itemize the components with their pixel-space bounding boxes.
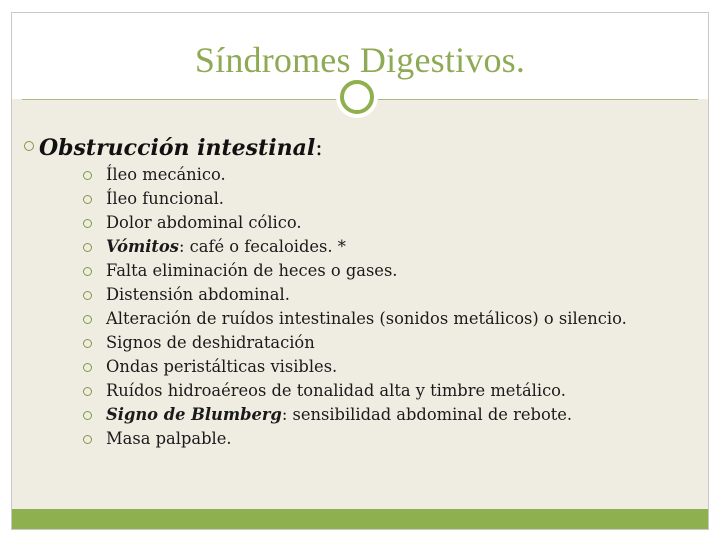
list-item <box>82 286 692 304</box>
list-item-text: Alteración de ruídos intestinales (sonidos metálicos) o silencio. <box>106 309 627 328</box>
list-item <box>82 166 692 184</box>
circle-bullet-icon <box>83 411 92 420</box>
list-item <box>82 334 692 352</box>
list-item-text: Íleo mecánico. <box>106 165 226 184</box>
circle-bullet-icon <box>83 219 92 228</box>
ring-ornament-icon <box>340 80 374 114</box>
list-item-text: Falta eliminación de heces o gases. <box>106 261 398 280</box>
list-item <box>82 214 692 232</box>
circle-bullet-icon <box>83 387 92 396</box>
list-item-text: Masa palpable. <box>106 429 232 448</box>
circle-bullet-icon <box>83 195 92 204</box>
list-item-emphasis: Vómitos <box>106 237 179 256</box>
list-item-emphasis: Signo de Blumberg <box>106 405 282 424</box>
list-item-text: Íleo funcional. <box>106 189 224 208</box>
bottom-bar <box>12 509 708 529</box>
list-item <box>82 310 692 328</box>
section-heading-suffix: : <box>315 136 323 161</box>
list-item-text: Dolor abdominal cólico. <box>106 213 302 232</box>
circle-bullet-icon <box>83 315 92 324</box>
section-heading <box>24 135 323 161</box>
section-heading-label: Obstrucción intestinal <box>39 135 316 161</box>
list-item <box>82 430 692 448</box>
list-item <box>82 262 692 280</box>
list-item-text: Signos de deshidratación <box>106 333 315 352</box>
list-item <box>82 358 692 376</box>
circle-bullet-icon <box>83 339 92 348</box>
list-item <box>82 406 692 424</box>
list-item <box>82 238 692 256</box>
circle-bullet-icon <box>83 171 92 180</box>
symptom-list <box>82 166 692 454</box>
circle-bullet-icon <box>83 267 92 276</box>
circle-bullet-icon <box>83 291 92 300</box>
list-item <box>82 382 692 400</box>
list-item-text: Distensión abdominal. <box>106 285 290 304</box>
circle-bullet-icon <box>83 435 92 444</box>
slide <box>11 12 709 530</box>
list-item-text: Ruídos hidroaéreos de tonalidad alta y timbre metálico. <box>106 381 566 400</box>
circle-bullet-icon <box>24 141 34 151</box>
list-item-text: : sensibilidad abdominal de rebote. <box>281 405 573 424</box>
list-item-text: : café o fecaloides. * <box>178 237 346 256</box>
circle-bullet-icon <box>83 243 92 252</box>
circle-bullet-icon <box>83 363 92 372</box>
slide-title: Síndromes Digestivos. <box>194 40 526 80</box>
list-item <box>82 190 692 208</box>
list-item-text: Ondas peristálticas visibles. <box>106 357 338 376</box>
